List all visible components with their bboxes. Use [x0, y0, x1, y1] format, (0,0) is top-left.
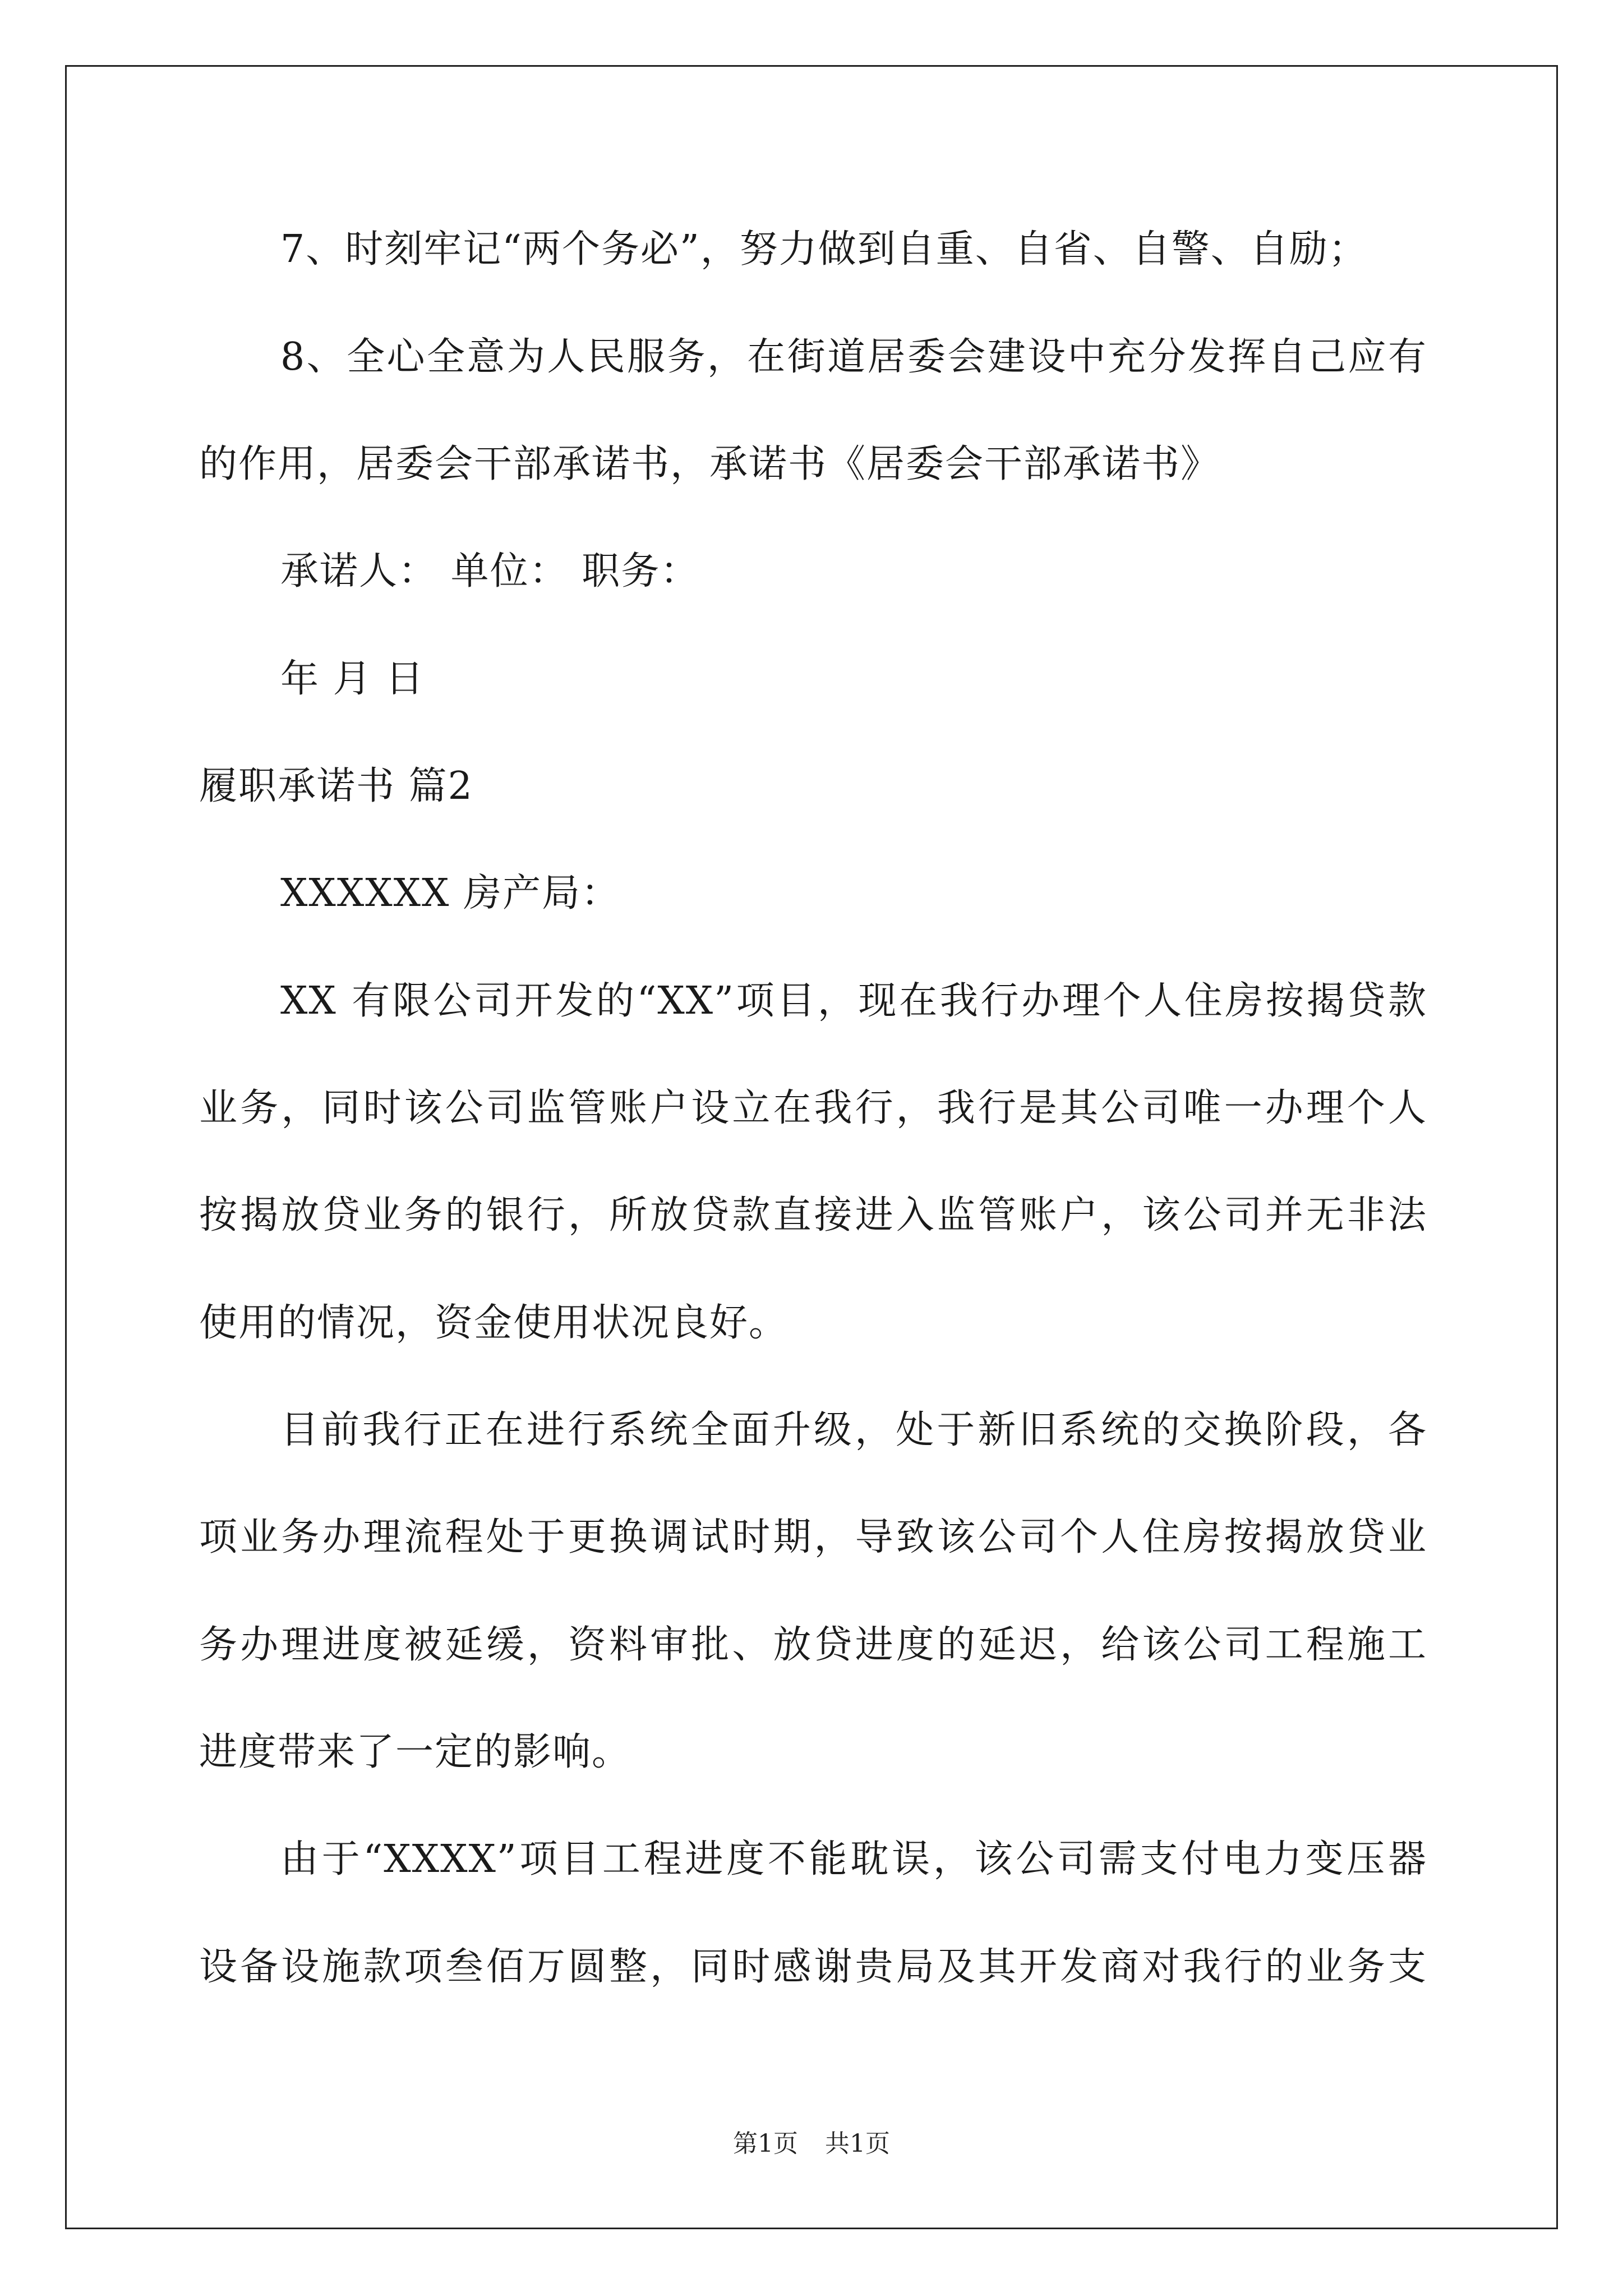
section-heading: 履职承诺书 篇2	[199, 764, 473, 808]
paragraph-line: 的作用，居委会干部承诺书，承诺书《居委会干部承诺书》	[199, 442, 1220, 486]
page-total: 共1页	[825, 2129, 890, 2158]
paragraph-line: 使用的情况，资金使用状况良好。	[199, 1301, 789, 1345]
paragraph-line: 业务，同时该公司监管账户设立在我行，我行是其公司唯一办理个人	[199, 1086, 1427, 1130]
paragraph-line: 项业务办理流程处于更换调试时期，导致该公司个人住房按揭放贷业	[199, 1515, 1427, 1559]
paragraph-line: XX 有限公司开发的“XX”项目，现在我行办理个人住房按揭贷款	[280, 979, 1427, 1023]
paragraph-line: 目前我行正在进行系统全面升级，处于新旧系统的交换阶段，各	[280, 1408, 1427, 1452]
date-line: 年 月 日	[280, 657, 425, 701]
addressee: XXXXXX 房产局：	[280, 871, 621, 915]
paragraph-line: 7、时刻牢记“两个务必”，努力做到自重、自省、自警、自励；	[280, 227, 1368, 272]
signature-fields: 承诺人： 单位： 职务：	[280, 549, 700, 593]
page-number: 第1页	[733, 2129, 798, 2158]
paragraph-line: 8、全心全意为人民服务，在街道居委会建设中充分发挥自己应有	[280, 335, 1427, 379]
page-border	[65, 65, 1558, 2229]
paragraph-line: 设备设施款项叁佰万圆整，同时感谢贵局及其开发商对我行的业务支	[199, 1945, 1427, 1989]
paragraph-line: 由于“XXXX”项目工程进度不能耽误，该公司需支付电力变压器	[280, 1837, 1427, 1881]
paragraph-line: 务办理进度被延缓，资料审批、放贷进度的延迟，给该公司工程施工	[199, 1623, 1427, 1667]
paragraph-line: 按揭放贷业务的银行，所放贷款直接进入监管账户，该公司并无非法	[199, 1193, 1427, 1237]
page-footer	[0, 2128, 1623, 2160]
paragraph-line: 进度带来了一定的影响。	[199, 1730, 631, 1774]
